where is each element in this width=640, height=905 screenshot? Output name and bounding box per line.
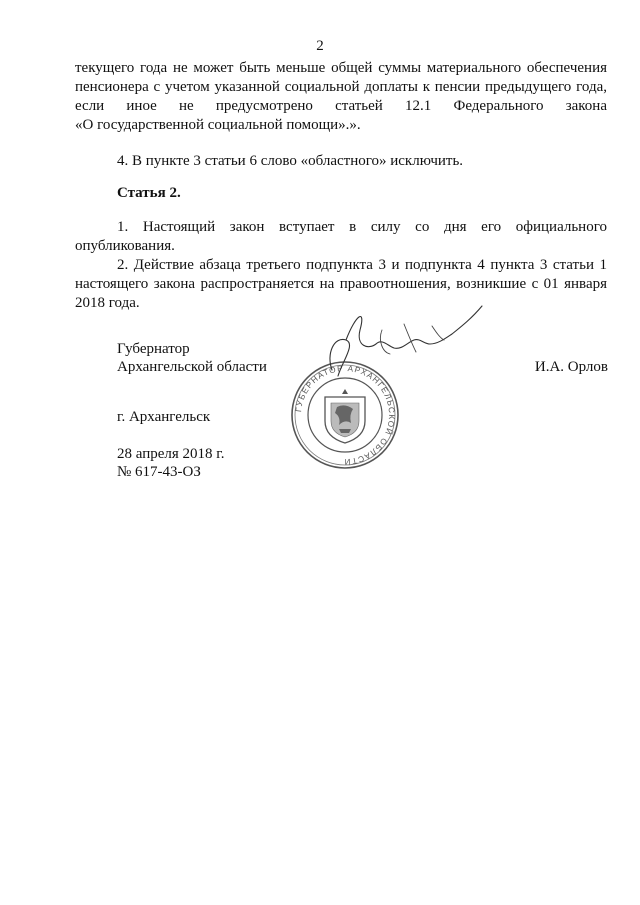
- paragraph-continuation: [75, 59, 607, 135]
- handwritten-signature: [312, 300, 502, 380]
- article-2-body: [75, 218, 607, 313]
- paragraph-text: 4. В пункте 3 статьи 6 слово «областного» исключить.: [117, 153, 464, 169]
- paragraph-line: «О государственной социальной помощи».».: [75, 117, 361, 133]
- article-2-item-1: 1. Настоящий закон вступает в силу со дня его официального опубликования.: [75, 219, 607, 254]
- law-number: № 617-43-ОЗ: [117, 464, 201, 480]
- signatory-name: И.А. Орлов: [534, 359, 608, 375]
- paragraph-line: текущего года не может быть меньше общей суммы материального обеспечения: [75, 60, 607, 76]
- article-2-item-2: 2. Действие абзаца третьего подпункта 3 и подпункта 4 пункта 3 статьи 1 настоящего закона распространяется на правоотношения, возникшие с 01 января 2018 года.: [75, 257, 607, 311]
- paragraph-line: если иное не предусмотрено статьей 12.1 Федерального закона: [75, 98, 607, 114]
- paragraph-line: пенсионера с учетом указанной социальной доплаты к пенсии предыдущего года,: [75, 79, 607, 95]
- svg-text:ГУБЕРНАТОР АРХАНГЕЛЬСКОЙ ОБЛАС: ГУБЕРНАТОР АРХАНГЕЛЬСКОЙ ОБЛАСТИ: [294, 363, 397, 467]
- signatory-region: Архангельской области: [117, 359, 267, 375]
- signing-city: г. Архангельск: [117, 409, 211, 425]
- paragraph-item-4: [75, 152, 607, 171]
- signatory-title: Губернатор: [117, 341, 190, 357]
- page-number: 2: [316, 38, 324, 54]
- signing-date: 28 апреля 2018 г.: [117, 446, 225, 462]
- article-heading: Статья 2.: [117, 185, 181, 201]
